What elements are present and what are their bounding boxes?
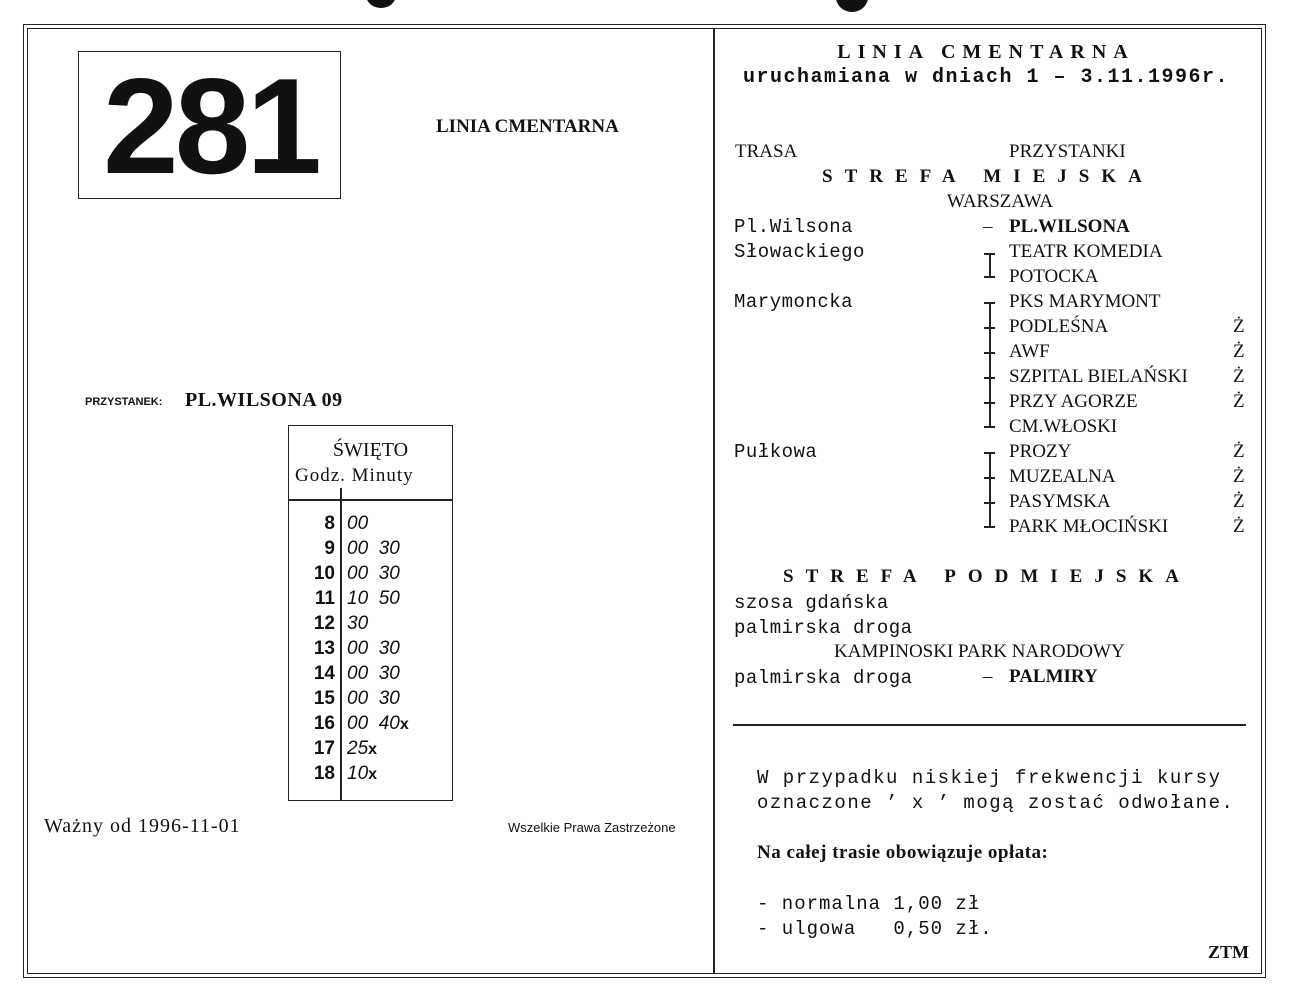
hour: 12	[313, 613, 335, 634]
minutes: 10 50	[347, 588, 400, 609]
request-stop-mark: Ż	[1233, 466, 1245, 487]
connector-tick	[984, 402, 995, 404]
minutes: 00 30	[347, 638, 400, 659]
timetable-row	[289, 563, 454, 588]
request-stop-mark: Ż	[1233, 491, 1245, 512]
timetable-row	[289, 513, 454, 538]
connector-tick	[984, 302, 995, 304]
connector-tick	[984, 276, 995, 278]
route-stop: POTOCKA	[1009, 266, 1099, 287]
connector-tick	[984, 477, 995, 479]
final-stop: PALMIRY	[1009, 666, 1098, 687]
timetable-row	[289, 663, 454, 688]
connector-line	[989, 302, 991, 427]
minutes: 30	[347, 613, 369, 634]
route-stop: PASYMSKA	[1009, 491, 1111, 512]
hour: 15	[313, 688, 335, 709]
route-dash: –	[983, 666, 993, 687]
connector-tick	[984, 526, 995, 528]
section-rule	[733, 724, 1246, 726]
minutes: 00 30	[347, 688, 400, 709]
minutes: 00 40x	[347, 713, 409, 734]
route-stop: TEATR KOMEDIA	[1009, 241, 1163, 262]
request-stop-mark: Ż	[1233, 316, 1245, 337]
street-name: Słowackiego	[734, 241, 865, 263]
street-name: Marymoncka	[734, 291, 854, 313]
park-name: KAMPINOSKI PARK NARODOWY	[834, 641, 1125, 662]
route-stop: AWF	[1009, 341, 1050, 362]
minutes: 00 30	[347, 538, 400, 559]
connector-tick	[984, 377, 995, 379]
timetable-row	[289, 763, 454, 788]
request-stop-mark: Ż	[1233, 441, 1245, 462]
hour: 10	[313, 563, 335, 584]
line-number-box	[78, 50, 341, 202]
request-stop-mark: Ż	[1233, 341, 1245, 362]
route-stop: MUZEALNA	[1009, 466, 1116, 487]
city-name: WARSZAWA	[947, 191, 1054, 212]
route-stop: PARK MŁOCIŃSKI	[1009, 516, 1169, 537]
cancellation-note: W przypadku niskiej frekwencji kursy	[757, 767, 1222, 789]
hour: 17	[313, 738, 335, 759]
connector-tick	[984, 352, 995, 354]
line-number: 281	[103, 50, 318, 202]
hour: 8	[324, 513, 335, 534]
route-subtitle: uruchamiana w dniach 1 – 3.11.1996r.	[742, 66, 1230, 89]
hour: 9	[324, 538, 335, 559]
route-stop: CM.WŁOSKI	[1009, 416, 1118, 437]
route-stop: PROZY	[1009, 441, 1072, 462]
fee-reduced: - ulgowa 0,50 zł.	[757, 918, 993, 940]
timetable-row	[289, 713, 454, 738]
cancellation-note: oznaczone ’ x ’ mogą zostać odwołane.	[757, 792, 1235, 814]
punch-hole-right	[836, 0, 868, 12]
hour: 11	[314, 588, 335, 609]
stop-label: PRZYSTANEK:	[85, 396, 163, 408]
line-title: LINIA CMENTARNA	[436, 116, 619, 137]
punch-hole-left	[366, 0, 396, 8]
column-route-header: TRASA	[735, 141, 798, 162]
minutes: 00 30	[347, 563, 400, 584]
connector-tick	[984, 426, 995, 428]
street-name: palmirska droga	[734, 667, 913, 689]
timetable-row	[289, 688, 454, 713]
fee-normal: - normalna 1,00 zł	[757, 893, 981, 915]
route-stop: PL.WILSONA	[1009, 216, 1130, 237]
timetable-row	[289, 538, 454, 563]
timetable-header-rule	[289, 499, 452, 501]
hour: 14	[313, 663, 335, 684]
route-stop: SZPITAL BIELAŃSKI	[1009, 366, 1188, 387]
fee-title: Na całej trasie obowiązuje opłata:	[757, 842, 1049, 863]
street-name: palmirska droga	[734, 617, 913, 639]
zone-suburb-heading: STREFA PODMIEJSKA	[783, 566, 1191, 587]
timetable-day: ŚWIĘTO	[332, 439, 409, 461]
connector-tick	[984, 502, 995, 504]
minutes: 25x	[347, 738, 378, 759]
organization-name: ZTM	[1208, 942, 1250, 962]
street-name: Pułkowa	[734, 441, 818, 463]
minutes: 10x	[347, 763, 378, 784]
hour: 13	[313, 638, 335, 659]
connector-tick	[984, 327, 995, 329]
connector-line	[989, 452, 991, 527]
street-name: szosa gdańska	[734, 592, 889, 614]
stop-name: PL.WILSONA 09	[185, 389, 343, 411]
minutes: 00 30	[347, 663, 400, 684]
hour: 18	[313, 763, 335, 784]
request-stop-mark: Ż	[1233, 516, 1245, 537]
timetable-row	[289, 588, 454, 613]
rights-notice: Wszelkie Prawa Zastrzeżone	[508, 820, 676, 835]
route-dash: –	[983, 216, 993, 237]
zone-city-heading: STREFA MIEJSKA	[822, 166, 1154, 187]
timetable-row	[289, 613, 454, 638]
valid-from: Ważny od 1996-11-01	[44, 815, 241, 837]
street-name: Pl.Wilsona	[734, 216, 854, 238]
timetable-header: Godz. Minuty	[295, 465, 414, 486]
timetable-row	[289, 738, 454, 763]
connector-tick	[984, 253, 995, 255]
request-stop-mark: Ż	[1233, 391, 1245, 412]
route-stop: PRZY AGORZE	[1009, 391, 1138, 412]
timetable-row	[289, 638, 454, 663]
route-stop: PODLEŚNA	[1009, 316, 1109, 337]
connector-tick	[984, 452, 995, 454]
connector-line	[989, 253, 991, 277]
route-stop: PKS MARYMONT	[1009, 291, 1161, 312]
request-stop-mark: Ż	[1233, 366, 1245, 387]
column-stops-header: PRZYSTANKI	[1009, 141, 1126, 162]
minutes: 00	[347, 513, 369, 534]
hour: 16	[313, 713, 335, 734]
route-title: LINIA CMENTARNA	[837, 41, 1135, 63]
center-divider	[713, 28, 715, 974]
timetable	[288, 425, 453, 801]
